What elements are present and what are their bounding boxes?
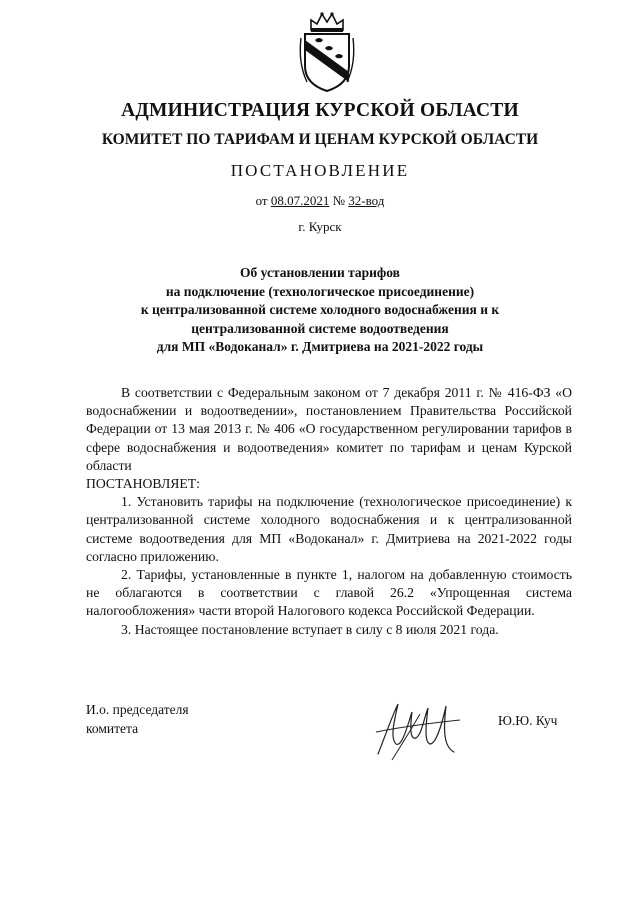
item-2: 2. Тарифы, установленные в пункте 1, налогом на добавленную стоимость не облагаются в соответствии с главой 26.2 «Упрощенная система налогообложения» части второй Налогового кодекса Российской Федерации.: [86, 567, 572, 619]
document-date: 08.07.2021: [270, 193, 330, 208]
city: г. Курск: [298, 219, 342, 234]
subject-line: для МП «Водоканал» г. Дмитриева на 2021-2022 годы: [156, 339, 484, 354]
date-prefix: от: [255, 193, 268, 208]
date-number-line: [0, 193, 640, 209]
signatory-position: [86, 701, 189, 738]
handwritten-signature: [372, 694, 462, 764]
kursk-coat-of-arms-icon: [297, 10, 357, 94]
number-sign: №: [332, 193, 346, 208]
subject-line: на подключение (технологическое присоединение): [165, 283, 475, 299]
committee-title: КОМИТЕТ ПО ТАРИФАМ И ЦЕНАМ КУРСКОЙ ОБЛАСТИ: [101, 131, 539, 148]
document-number: 32-вод: [348, 193, 385, 208]
position-line: комитета: [86, 720, 139, 736]
position-line: И.о. председателя: [86, 702, 189, 717]
intro-paragraph: В соответствии с Федеральным законом от 7 декабря 2011 г. № 416-ФЗ «О водоснабжении и водоотведении», постановлением Правительства Российской Федерации от 13 мая 2013 г. № 406 «О государственном регулировании тарифов в сфере водоснабжения и водоотведения» комитет по тарифам и ценам Курской области: [86, 385, 572, 473]
item-1: 1. Установить тарифы на подключение (технологическое присоединение) к централизованной системе холодного водоснабжения и к централизованной системе водоотведения для МП «Водоканал» г. Дмитриева на 2021-2022 годы согласно приложению.: [86, 494, 572, 564]
document-body: [86, 384, 572, 639]
item-3: 3. Настоящее постановление вступает в силу с 8 июля 2021 года.: [121, 621, 499, 637]
resolves-heading: ПОСТАНОВЛЯЕТ:: [86, 476, 200, 492]
subject-line: централизованной системе водоотведения: [191, 320, 449, 336]
document-type: ПОСТАНОВЛЕНИЕ: [230, 161, 410, 180]
subject-line: Об установлении тарифов: [240, 265, 400, 280]
document-subject: [0, 264, 640, 357]
signatory-name: Ю.Ю. Куч: [498, 713, 558, 728]
subject-line: к централизованной системе холодного водоснабжения и к: [140, 302, 500, 317]
organization-title: АДМИНИСТРАЦИЯ КУРСКОЙ ОБЛАСТИ: [121, 100, 519, 121]
